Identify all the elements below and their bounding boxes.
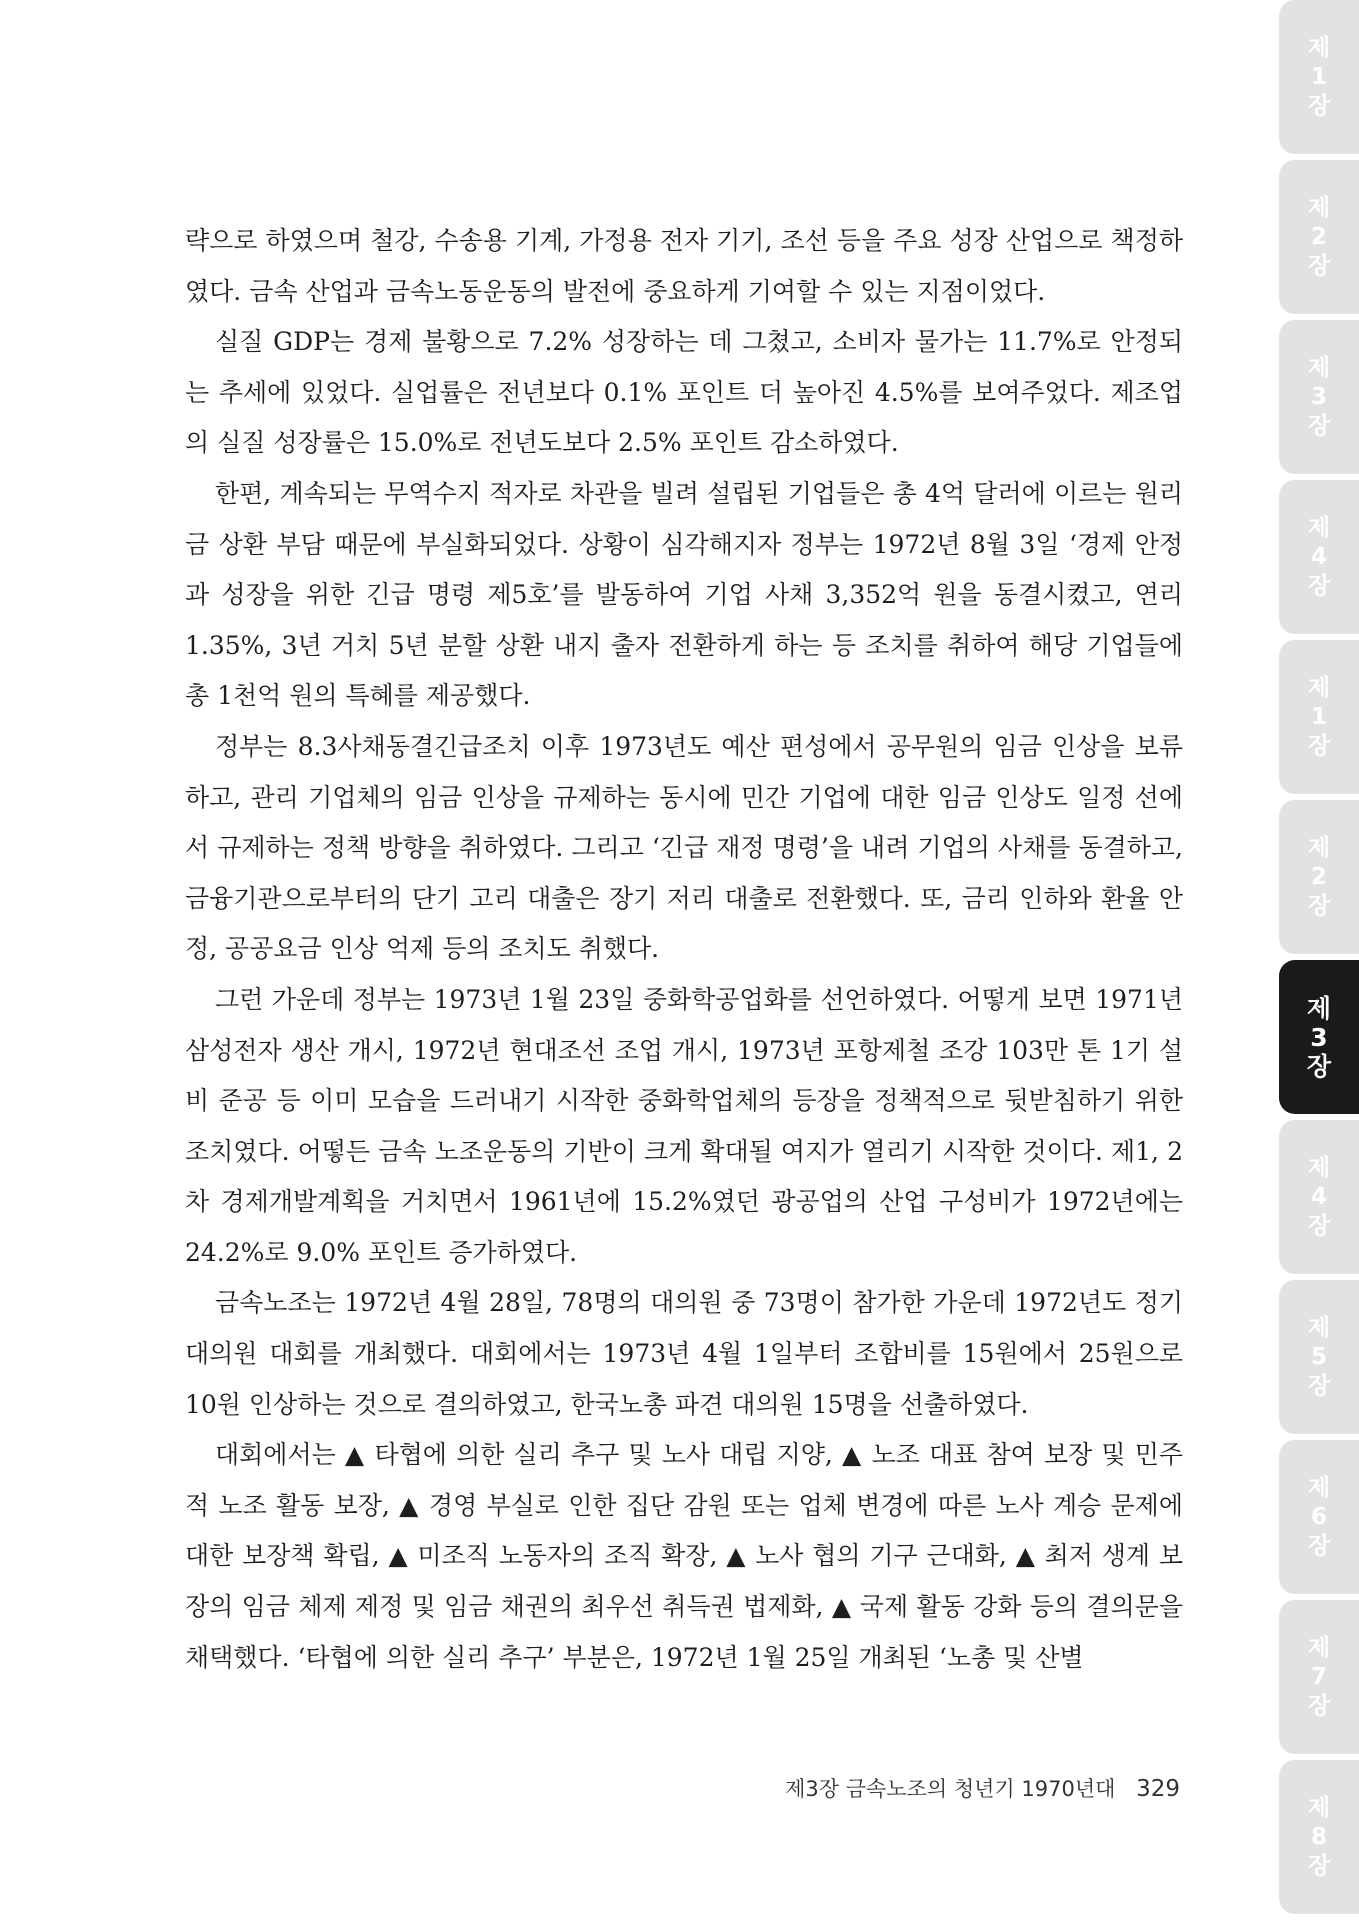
- chapter-tab-8[interactable]: [1279, 1120, 1359, 1274]
- tab-label-line: 장: [1307, 1372, 1331, 1399]
- paragraph-1: 략으로 하였으며 철강, 수송용 기계, 가정용 전자 기기, 조선 등을 주요 성장 산업으로 책정하였다. 금속 산업과 금속노동운동의 발전에 중요하게 기여할 수 있는 지점이었다.: [185, 226, 1183, 306]
- paragraph-2: 실질 GDP는 경제 불황으로 7.2% 성장하는 데 그쳤고, 소비자 물가는 11.7%로 안정되는 추세에 있었다. 실업률은 전년보다 0.1% 포인트 더 높아진 4.5%를 보여주었다. 제조업의 실질 성장률은 15.0%로 전년도보다 2.5% 포인트 감소하였다.: [185, 327, 1183, 458]
- paragraph-7: 대회에서는 ▲ 타협에 의한 실리 추구 및 노사 대립 지양, ▲ 노조 대표 참여 보장 및 민주적 노조 활동 보장, ▲ 경영 부실로 인한 집단 감원 또는 업체 변경에 따른 노사 계승 문제에 대한 보장책 확립, ▲ 미조직 노동자의 조직 확장, ▲ 노사 협의 기구 근대화, ▲ 최저 생계 보장의 임금 체제 제정 및 임금 채권의 최우선 취득권 법제화, ▲ 국제 활동 강화 등의 결의문을 채택했다. ‘타협에 의한 실리 추구’ 부분은, 1972년 1월 25일 개최된 ‘노총 및 산별: [185, 1440, 1183, 1672]
- tab-label-line: 장: [1307, 252, 1331, 279]
- running-title: 제3장 금속노조의 청년기 1970년대: [785, 1777, 1116, 1801]
- tab-label-line: 7: [1310, 1663, 1327, 1690]
- tab-label-line: 4: [1310, 543, 1327, 570]
- paragraph-4: 정부는 8.3사채동결긴급조치 이후 1973년도 예산 편성에서 공무원의 임금 인상을 보류하고, 관리 기업체의 임금 인상을 규제하는 동시에 민간 기업에 대한 임금 인상도 일정 선에서 규제하는 정책 방향을 취하였다. 그리고 ‘긴급 재정 명령’을 내려 기업의 사채를 동결하고, 금융기관으로부터의 단기 고리 대출은 장기 저리 대출로 전환했다. 또, 금리 인하와 환율 안정, 공공요금 인상 억제 등의 조치도 취했다.: [185, 731, 1183, 964]
- tab-label-line: 장: [1307, 892, 1331, 919]
- tab-label-line: 제: [1307, 1154, 1331, 1181]
- tab-label-line: 3: [1310, 383, 1327, 410]
- tab-label-line: 2: [1310, 863, 1327, 890]
- tab-label-line: 장: [1307, 1212, 1331, 1239]
- chapter-tab-2[interactable]: [1279, 160, 1359, 314]
- chapter-tab-1[interactable]: [1279, 0, 1359, 154]
- tab-label-line: 8: [1310, 1823, 1327, 1850]
- chapter-tab-11[interactable]: [1279, 1600, 1359, 1754]
- tab-label-line: 장: [1307, 1692, 1331, 1719]
- tab-label-line: 제: [1307, 34, 1331, 61]
- tab-label-line: 3: [1310, 1022, 1328, 1052]
- chapter-tab-10[interactable]: [1279, 1440, 1359, 1594]
- tab-label-line: 2: [1310, 223, 1327, 250]
- tab-label-line: 장: [1307, 412, 1331, 439]
- tab-label-line: 제: [1307, 1474, 1331, 1501]
- tab-label-line: 장: [1306, 1051, 1332, 1081]
- body-text: [185, 216, 1183, 1683]
- tab-label-line: 장: [1307, 732, 1331, 759]
- chapter-tab-5[interactable]: [1279, 640, 1359, 794]
- tab-label-line: 4: [1310, 1183, 1327, 1210]
- page-number: 329: [1136, 1776, 1180, 1802]
- tab-label-line: 1: [1310, 703, 1327, 730]
- tab-label-line: 제: [1307, 834, 1331, 861]
- tab-label-line: 1: [1310, 63, 1327, 90]
- chapter-tab-6[interactable]: [1279, 800, 1359, 954]
- tab-label-line: 제: [1307, 1794, 1331, 1821]
- paragraph-3: 한편, 계속되는 무역수지 적자로 차관을 빌려 설립된 기업들은 총 4억 달러에 이르는 원리금 상환 부담 때문에 부실화되었다. 상황이 심각해지자 정부는 1972년 8월 3일 ‘경제 안정과 성장을 위한 긴급 명령 제5호’를 발동하여 기업 사채 3,352억 원을 동결시켰고, 연리 1.35%, 3년 거치 5년 분할 상환 내지 출자 전환하게 하는 등 조치를 취하여 해당 기업들에 총 1천억 원의 특혜를 제공했다.: [185, 478, 1183, 711]
- chapter-tab-3[interactable]: [1279, 320, 1359, 474]
- chapter-tab-strip: [1279, 0, 1359, 1920]
- tab-label-line: 제: [1307, 514, 1331, 541]
- tab-label-line: 장: [1307, 572, 1331, 599]
- tab-label-line: 장: [1307, 1532, 1331, 1559]
- chapter-tab-12[interactable]: [1279, 1760, 1359, 1914]
- tab-label-line: 장: [1307, 1852, 1331, 1879]
- paragraph-6: 금속노조는 1972년 4월 28일, 78명의 대의원 중 73명이 참가한 가운데 1972년도 정기 대의원 대회를 개최했다. 대회에서는 1973년 4월 1일부터 조합비를 15원에서 25원으로 10원 인상하는 것으로 결의하였고, 한국노총 파견 대의원 15명을 선출하였다.: [185, 1288, 1183, 1419]
- tab-label-line: 장: [1307, 92, 1331, 119]
- tab-label-line: 제: [1307, 194, 1331, 221]
- tab-label-line: 6: [1310, 1503, 1327, 1530]
- chapter-tab-9[interactable]: [1279, 1280, 1359, 1434]
- tab-label-line: 5: [1310, 1343, 1327, 1370]
- paragraph-5: 그런 가운데 정부는 1973년 1월 23일 중화학공업화를 선언하였다. 어떻게 보면 1971년 삼성전자 생산 개시, 1972년 현대조선 조업 개시, 1973년 포항제철 조강 103만 톤 1기 설비 준공 등 이미 모습을 드러내기 시작한 중화학업체의 등장을 정책적으로 뒷받침하기 위한 조치였다. 어떻든 금속 노조운동의 기반이 크게 확대될 여지가 열리기 시작한 것이다. 제1, 2차 경제개발계획을 거치면서 1961년에 15.2%였던 광공업의 산업 구성비가 1972년에는 24.2%로 9.0% 포인트 증가하였다.: [185, 984, 1183, 1267]
- chapter-tab-4[interactable]: [1279, 480, 1359, 634]
- tab-label-line: 제: [1307, 354, 1331, 381]
- tab-label-line: 제: [1307, 1314, 1331, 1341]
- tab-label-line: 제: [1307, 674, 1331, 701]
- chapter-tab-current[interactable]: [1279, 960, 1359, 1114]
- tab-label-line: 제: [1307, 1634, 1331, 1661]
- tab-label-line: 제: [1306, 993, 1332, 1023]
- page-footer: [720, 1773, 1180, 1803]
